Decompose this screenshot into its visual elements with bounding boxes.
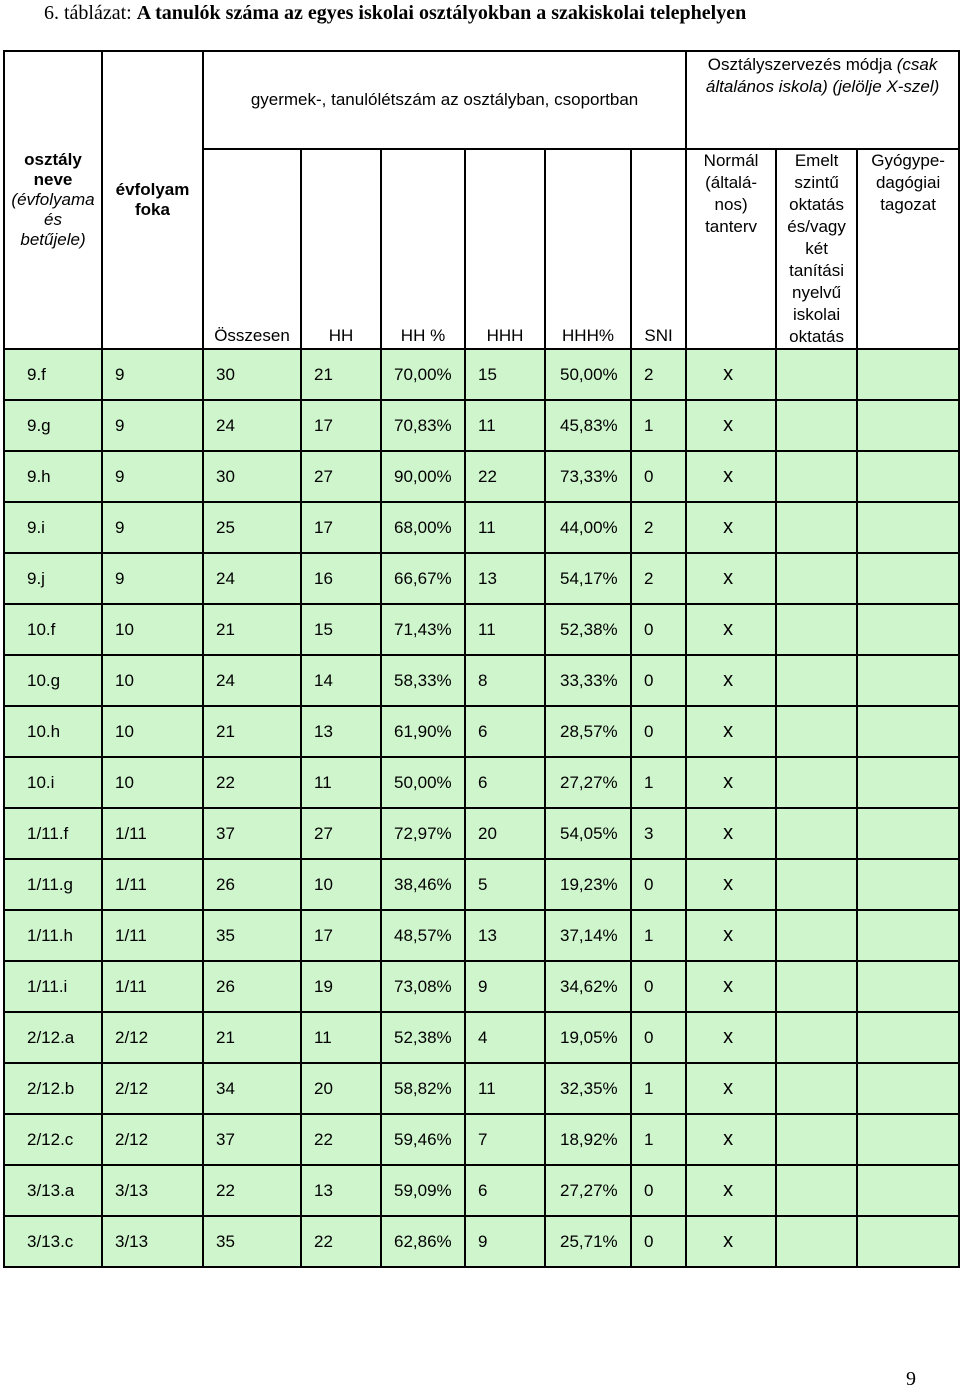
- header-sni: SNI: [631, 149, 686, 349]
- cell-gyogypedagogiai: [857, 859, 959, 910]
- header-normal-l4: tanterv: [705, 217, 758, 236]
- cell-hhh-pct: 19,05%: [545, 1012, 631, 1063]
- cell-sni: 0: [631, 1012, 686, 1063]
- cell-sni: 0: [631, 859, 686, 910]
- table-row: [4, 757, 959, 808]
- cell-total: 24: [203, 400, 301, 451]
- cell-gyogypedagogiai: [857, 553, 959, 604]
- students-table: [3, 50, 960, 1268]
- cell-class-name: 9.g: [4, 400, 102, 451]
- cell-hhh-pct: 54,05%: [545, 808, 631, 859]
- cell-gyogypedagogiai: [857, 1114, 959, 1165]
- cell-normal-tanterv: x: [686, 1165, 776, 1216]
- cell-gyogypedagogiai: [857, 400, 959, 451]
- cell-gyogypedagogiai: [857, 1216, 959, 1267]
- cell-sni: 0: [631, 706, 686, 757]
- cell-emelt-szintu: [776, 400, 857, 451]
- cell-class-name: 1/11.h: [4, 910, 102, 961]
- cell-hhh: 5: [465, 859, 545, 910]
- header-emelt-l5: két: [805, 239, 828, 258]
- cell-sni: 0: [631, 1216, 686, 1267]
- cell-grade: 9: [102, 400, 203, 451]
- cell-hhh-pct: 44,00%: [545, 502, 631, 553]
- cell-hhh-pct: 25,71%: [545, 1216, 631, 1267]
- cell-class-name: 10.f: [4, 604, 102, 655]
- cell-emelt-szintu: [776, 859, 857, 910]
- table-row: [4, 1063, 959, 1114]
- header-normal-l1: Normál: [703, 151, 759, 170]
- cell-hh: 17: [301, 910, 381, 961]
- cell-emelt-szintu: [776, 604, 857, 655]
- cell-hh-pct: 66,67%: [381, 553, 465, 604]
- cell-sni: 0: [631, 961, 686, 1012]
- cell-normal-tanterv: x: [686, 1114, 776, 1165]
- cell-grade: 9: [102, 502, 203, 553]
- cell-normal-tanterv: x: [686, 961, 776, 1012]
- page-number: 9: [906, 1368, 916, 1390]
- cell-gyogypedagogiai: [857, 655, 959, 706]
- header-evfolyam: [102, 51, 203, 349]
- cell-hh: 27: [301, 808, 381, 859]
- cell-hhh-pct: 34,62%: [545, 961, 631, 1012]
- cell-gyogypedagogiai: [857, 706, 959, 757]
- cell-normal-tanterv: x: [686, 655, 776, 706]
- cell-grade: 1/11: [102, 859, 203, 910]
- cell-gyogypedagogiai: [857, 349, 959, 400]
- cell-hh: 11: [301, 1012, 381, 1063]
- header-gyogy-l1: Gyógype-: [871, 151, 945, 170]
- cell-total: 30: [203, 451, 301, 502]
- cell-hhh-pct: 45,83%: [545, 400, 631, 451]
- table-row: [4, 910, 959, 961]
- cell-hhh: 6: [465, 757, 545, 808]
- header-normal-l3: nos): [714, 195, 748, 214]
- header-osztaly-l4: és: [44, 210, 62, 229]
- table-row: [4, 400, 959, 451]
- header-osztaly: [4, 51, 102, 349]
- cell-hhh: 9: [465, 961, 545, 1012]
- cell-sni: 1: [631, 1114, 686, 1165]
- cell-class-name: 1/11.i: [4, 961, 102, 1012]
- cell-hhh: 6: [465, 706, 545, 757]
- cell-hhh-pct: 27,27%: [545, 757, 631, 808]
- cell-hhh-pct: 19,23%: [545, 859, 631, 910]
- cell-hhh-pct: 54,17%: [545, 553, 631, 604]
- cell-class-name: 9.i: [4, 502, 102, 553]
- cell-total: 30: [203, 349, 301, 400]
- cell-hh: 21: [301, 349, 381, 400]
- table-body: [4, 349, 959, 1267]
- header-org-normal: Osztályszervezés módja: [707, 55, 897, 74]
- cell-class-name: 2/12.b: [4, 1063, 102, 1114]
- cell-sni: 0: [631, 451, 686, 502]
- cell-total: 21: [203, 1012, 301, 1063]
- header-normal-tanterv: [686, 149, 776, 349]
- cell-gyogypedagogiai: [857, 1012, 959, 1063]
- table-row: [4, 553, 959, 604]
- cell-hhh-pct: 32,35%: [545, 1063, 631, 1114]
- cell-sni: 0: [631, 1165, 686, 1216]
- cell-class-name: 9.j: [4, 553, 102, 604]
- cell-normal-tanterv: x: [686, 706, 776, 757]
- cell-hh-pct: 50,00%: [381, 757, 465, 808]
- cell-hh: 15: [301, 604, 381, 655]
- cell-hhh: 11: [465, 502, 545, 553]
- cell-hh: 17: [301, 400, 381, 451]
- header-hh-pct: HH %: [381, 149, 465, 349]
- cell-total: 21: [203, 604, 301, 655]
- cell-hh: 11: [301, 757, 381, 808]
- cell-normal-tanterv: x: [686, 604, 776, 655]
- cell-emelt-szintu: [776, 1063, 857, 1114]
- caption-title: A tanulók száma az egyes iskolai osztályokban a szakiskolai telephelyen: [136, 2, 747, 24]
- header-emelt-l9: oktatás: [789, 327, 844, 346]
- cell-total: 35: [203, 1216, 301, 1267]
- cell-hhh: 22: [465, 451, 545, 502]
- cell-hhh-pct: 37,14%: [545, 910, 631, 961]
- cell-grade: 10: [102, 757, 203, 808]
- cell-grade: 9: [102, 349, 203, 400]
- header-evfolyam-l1: évfolyam: [115, 180, 190, 199]
- header-osszesen: Összesen: [203, 149, 301, 349]
- cell-hhh: 20: [465, 808, 545, 859]
- cell-sni: 1: [631, 400, 686, 451]
- cell-gyogypedagogiai: [857, 1063, 959, 1114]
- cell-hhh: 13: [465, 910, 545, 961]
- table-row: [4, 502, 959, 553]
- cell-gyogypedagogiai: [857, 502, 959, 553]
- cell-class-name: 3/13.c: [4, 1216, 102, 1267]
- cell-sni: 3: [631, 808, 686, 859]
- cell-sni: 2: [631, 553, 686, 604]
- cell-hh-pct: 59,46%: [381, 1114, 465, 1165]
- cell-total: 34: [203, 1063, 301, 1114]
- cell-emelt-szintu: [776, 1165, 857, 1216]
- cell-class-name: 3/13.a: [4, 1165, 102, 1216]
- header-emelt-l7: nyelvű: [792, 283, 842, 302]
- cell-hh-pct: 68,00%: [381, 502, 465, 553]
- caption-prefix: 6. táblázat:: [44, 2, 137, 24]
- cell-normal-tanterv: x: [686, 502, 776, 553]
- cell-grade: 3/13: [102, 1165, 203, 1216]
- cell-grade: 1/11: [102, 808, 203, 859]
- cell-hh-pct: 62,86%: [381, 1216, 465, 1267]
- header-gyogy-l2: dagógiai: [875, 173, 941, 192]
- cell-sni: 1: [631, 910, 686, 961]
- cell-emelt-szintu: [776, 553, 857, 604]
- cell-normal-tanterv: x: [686, 1063, 776, 1114]
- header-normal-l2: (általá-: [705, 173, 758, 192]
- header-hhh: HHH: [465, 149, 545, 349]
- cell-emelt-szintu: [776, 502, 857, 553]
- cell-hh-pct: 61,90%: [381, 706, 465, 757]
- cell-hhh: 11: [465, 1063, 545, 1114]
- cell-hhh-pct: 52,38%: [545, 604, 631, 655]
- cell-class-name: 10.i: [4, 757, 102, 808]
- cell-hh: 20: [301, 1063, 381, 1114]
- cell-normal-tanterv: x: [686, 859, 776, 910]
- cell-hh-pct: 59,09%: [381, 1165, 465, 1216]
- table-row: [4, 961, 959, 1012]
- cell-sni: 1: [631, 757, 686, 808]
- cell-hh: 17: [301, 502, 381, 553]
- cell-hhh-pct: 18,92%: [545, 1114, 631, 1165]
- cell-total: 37: [203, 1114, 301, 1165]
- cell-emelt-szintu: [776, 757, 857, 808]
- cell-grade: 10: [102, 655, 203, 706]
- cell-total: 24: [203, 553, 301, 604]
- cell-total: 26: [203, 961, 301, 1012]
- cell-hh-pct: 70,00%: [381, 349, 465, 400]
- table-row: [4, 1114, 959, 1165]
- header-emelt-l4: és/vagy: [787, 217, 846, 236]
- header-emelt-l2: szintű: [794, 173, 839, 192]
- cell-gyogypedagogiai: [857, 451, 959, 502]
- cell-emelt-szintu: [776, 1114, 857, 1165]
- cell-hh-pct: 58,82%: [381, 1063, 465, 1114]
- cell-hh: 22: [301, 1216, 381, 1267]
- cell-gyogypedagogiai: [857, 961, 959, 1012]
- cell-hhh: 6: [465, 1165, 545, 1216]
- cell-emelt-szintu: [776, 349, 857, 400]
- table-row: [4, 1012, 959, 1063]
- header-org-italic: (csak általános iskola) (jelölje X-szel): [705, 55, 940, 96]
- cell-gyogypedagogiai: [857, 604, 959, 655]
- cell-class-name: 1/11.f: [4, 808, 102, 859]
- cell-hh: 14: [301, 655, 381, 706]
- table-row: [4, 604, 959, 655]
- cell-hhh: 15: [465, 349, 545, 400]
- header-hhh-pct: HHH%: [545, 149, 631, 349]
- cell-total: 26: [203, 859, 301, 910]
- header-osztaly-l3: (évfolyama: [11, 190, 95, 209]
- cell-emelt-szintu: [776, 910, 857, 961]
- cell-hhh: 4: [465, 1012, 545, 1063]
- header-emelt-l3: oktatás: [789, 195, 844, 214]
- cell-hhh: 13: [465, 553, 545, 604]
- table-row: [4, 1165, 959, 1216]
- header-osztaly-l2: neve: [33, 170, 73, 189]
- cell-hh-pct: 72,97%: [381, 808, 465, 859]
- cell-hhh: 9: [465, 1216, 545, 1267]
- cell-hh-pct: 70,83%: [381, 400, 465, 451]
- cell-gyogypedagogiai: [857, 808, 959, 859]
- cell-total: 25: [203, 502, 301, 553]
- cell-normal-tanterv: x: [686, 910, 776, 961]
- header-osztaly-l5: betűjele): [20, 230, 86, 249]
- cell-hh-pct: 58,33%: [381, 655, 465, 706]
- header-osztaly-l1: osztály: [24, 150, 82, 169]
- cell-hh: 22: [301, 1114, 381, 1165]
- cell-total: 37: [203, 808, 301, 859]
- cell-hh-pct: 38,46%: [381, 859, 465, 910]
- header-gyogypedagogiai: [857, 149, 959, 349]
- cell-normal-tanterv: x: [686, 400, 776, 451]
- cell-grade: 10: [102, 706, 203, 757]
- cell-normal-tanterv: x: [686, 553, 776, 604]
- cell-hhh: 11: [465, 604, 545, 655]
- header-emelt-szintu: [776, 149, 857, 349]
- cell-hhh: 8: [465, 655, 545, 706]
- cell-hh: 19: [301, 961, 381, 1012]
- cell-hh: 10: [301, 859, 381, 910]
- header-emelt-l8: iskolai: [792, 305, 841, 324]
- header-evfolyam-l2: foka: [135, 200, 170, 219]
- cell-gyogypedagogiai: [857, 910, 959, 961]
- cell-grade: 10: [102, 604, 203, 655]
- table-row: [4, 808, 959, 859]
- header-emelt-l1: Emelt: [794, 151, 839, 170]
- cell-total: 22: [203, 757, 301, 808]
- cell-normal-tanterv: x: [686, 349, 776, 400]
- table-row: [4, 655, 959, 706]
- cell-hhh: 7: [465, 1114, 545, 1165]
- cell-class-name: 1/11.g: [4, 859, 102, 910]
- table-row: [4, 859, 959, 910]
- cell-grade: 1/11: [102, 910, 203, 961]
- cell-emelt-szintu: [776, 706, 857, 757]
- cell-hhh-pct: 28,57%: [545, 706, 631, 757]
- cell-hh-pct: 48,57%: [381, 910, 465, 961]
- cell-gyogypedagogiai: [857, 757, 959, 808]
- cell-sni: 0: [631, 655, 686, 706]
- cell-class-name: 10.h: [4, 706, 102, 757]
- cell-class-name: 2/12.c: [4, 1114, 102, 1165]
- cell-grade: 1/11: [102, 961, 203, 1012]
- table-row: [4, 349, 959, 400]
- cell-hh: 16: [301, 553, 381, 604]
- table-row: [4, 451, 959, 502]
- header-letszam-group: gyermek-, tanulólétszám az osztályban, csoportban: [203, 51, 686, 149]
- cell-class-name: 2/12.a: [4, 1012, 102, 1063]
- header-emelt-l6: tanítási: [789, 261, 844, 280]
- cell-hhh: 11: [465, 400, 545, 451]
- cell-emelt-szintu: [776, 961, 857, 1012]
- cell-sni: 0: [631, 604, 686, 655]
- cell-emelt-szintu: [776, 1216, 857, 1267]
- cell-hh-pct: 90,00%: [381, 451, 465, 502]
- cell-grade: 2/12: [102, 1012, 203, 1063]
- cell-grade: 3/13: [102, 1216, 203, 1267]
- cell-normal-tanterv: x: [686, 757, 776, 808]
- cell-sni: 2: [631, 349, 686, 400]
- table-caption: [44, 0, 746, 26]
- cell-hh: 13: [301, 1165, 381, 1216]
- cell-grade: 2/12: [102, 1063, 203, 1114]
- cell-hh-pct: 52,38%: [381, 1012, 465, 1063]
- cell-normal-tanterv: x: [686, 451, 776, 502]
- cell-normal-tanterv: x: [686, 808, 776, 859]
- cell-grade: 9: [102, 451, 203, 502]
- cell-hh: 13: [301, 706, 381, 757]
- cell-sni: 2: [631, 502, 686, 553]
- cell-sni: 1: [631, 1063, 686, 1114]
- cell-hh-pct: 73,08%: [381, 961, 465, 1012]
- cell-hhh-pct: 33,33%: [545, 655, 631, 706]
- cell-class-name: 10.g: [4, 655, 102, 706]
- cell-total: 35: [203, 910, 301, 961]
- cell-hhh-pct: 73,33%: [545, 451, 631, 502]
- cell-emelt-szintu: [776, 451, 857, 502]
- cell-grade: 9: [102, 553, 203, 604]
- cell-hhh-pct: 27,27%: [545, 1165, 631, 1216]
- cell-total: 24: [203, 655, 301, 706]
- cell-hhh-pct: 50,00%: [545, 349, 631, 400]
- cell-hh: 27: [301, 451, 381, 502]
- table-row: [4, 706, 959, 757]
- table-row: [4, 1216, 959, 1267]
- cell-emelt-szintu: [776, 808, 857, 859]
- cell-emelt-szintu: [776, 1012, 857, 1063]
- cell-hh-pct: 71,43%: [381, 604, 465, 655]
- cell-total: 21: [203, 706, 301, 757]
- header-gyogy-l3: tagozat: [880, 195, 936, 214]
- cell-total: 22: [203, 1165, 301, 1216]
- cell-gyogypedagogiai: [857, 1165, 959, 1216]
- cell-normal-tanterv: x: [686, 1012, 776, 1063]
- cell-class-name: 9.h: [4, 451, 102, 502]
- header-osztalyszervezes: [686, 51, 959, 149]
- cell-grade: 2/12: [102, 1114, 203, 1165]
- cell-emelt-szintu: [776, 655, 857, 706]
- header-hh: HH: [301, 149, 381, 349]
- cell-class-name: 9.f: [4, 349, 102, 400]
- cell-normal-tanterv: x: [686, 1216, 776, 1267]
